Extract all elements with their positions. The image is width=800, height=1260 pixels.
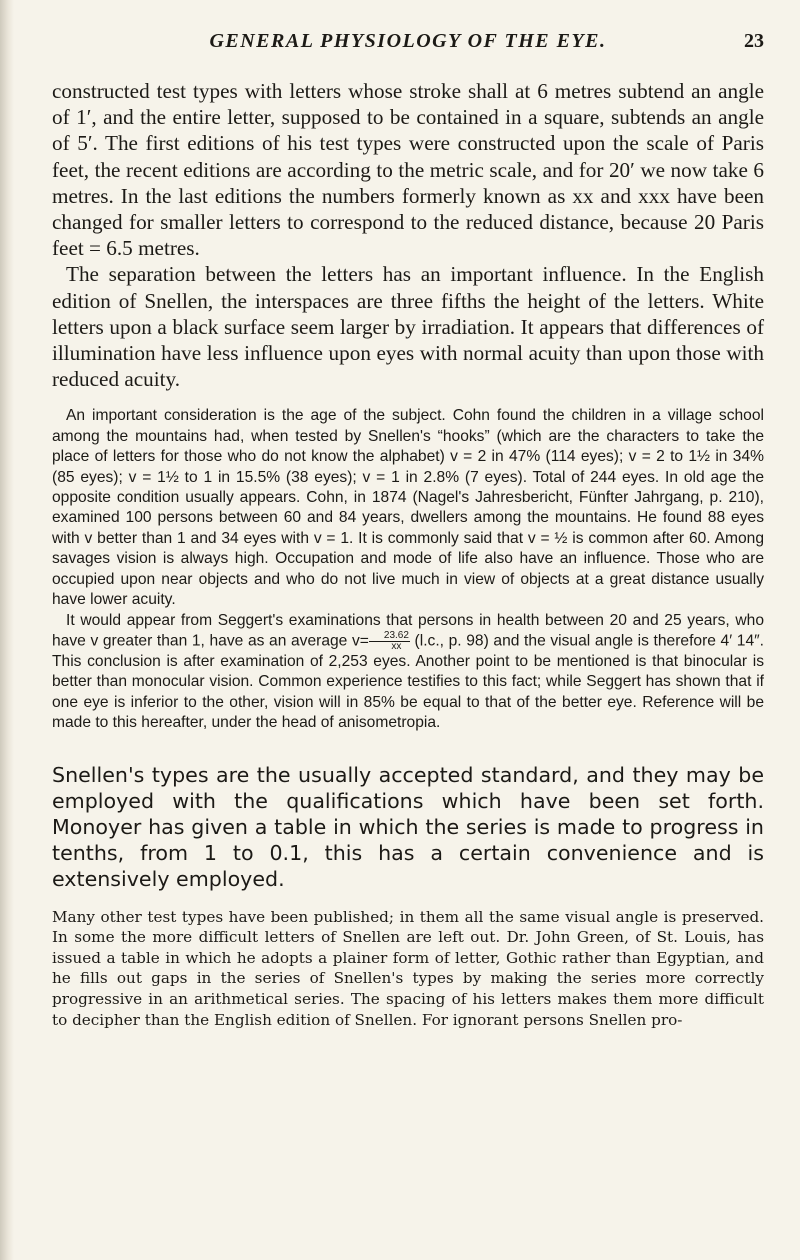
page-spine-shadow	[0, 0, 14, 1260]
fraction-numerator: 23.62	[369, 631, 410, 642]
fraction-denominator: xx	[391, 640, 402, 652]
book-page	[52, 30, 764, 1030]
acuity-fraction	[369, 631, 410, 652]
paragraph-other-test-types: Many other test types have been published; in them all the same visual angle is preserved. In some the more difficult letters of Snellen are left out. Dr. John Green, of St. Louis, has issued a table in which he adopts a plainer form of letter, Gothic rather than Egyptian, and he fills out gaps in the series of Snellen's types by making the series more correctly progressive in an arithmetical series. The spacing of his letters makes them more difficult to decipher than the English edition of Snellen. For ignorant persons Snellen pro-	[52, 907, 764, 1029]
running-header	[52, 30, 764, 60]
seggert-text-end: (l.c., p. 98) and the visual angle is therefore 4′ 14″. This conclusion is after examination of 2,253 eyes. Another point to be mentioned is that binocular is better than monocular vision. Common experience testifies to this fact; while Seggert has shown that if one eye is inferior to the other, vision will in 85% be equal to that of the better eye. Reference will be made to this hereafter, under the head of anisometropia.	[52, 632, 764, 732]
paragraph-test-types: constructed test types with letters whose stroke shall at 6 metres subtend an angle of 1′, and the entire letter, supposed to be contained in a square, subtends an angle of 5′. The first editions of his test types were constructed upon the scale of Paris feet, the recent editions are according to the metric scale, and for 20′ we now take 6 metres. In the last editions the numbers formerly known as xx and xxx have been changed for smaller letters to correspond to the reduced distance, because 20 Paris feet = 6.5 metres.	[52, 79, 764, 261]
paragraph-age-of-subject: An important consideration is the age of the subject. Cohn found the children in a village school among the mountains had, when tested by Snellen's “hooks” (which are the characters to take the place of letters for those who do not know the alphabet) v = 2 in 47% (114 eyes); v = 2 to 1½ in 34% (85 eyes); v = 1½ to 1 in 15.5% (38 eyes); v = 1 in 2.8% (7 eyes). Total of 244 eyes. In old age the opposite condition usually appears. Cohn, in 1874 (Nagel's Jahresbericht, Fünfter Jahrgang, p. 210), examined 100 persons between 60 and 84 years, dwellers among the mountains. He found 88 eyes with v better than 1 and 34 eyes with v = 1. It is commonly said that v = ½ is common after 60. Among savages vision is always high. Occupation and mode of life also have an influence. Those who are occupied upon near objects and who do not live much in view of objects at a great distance usually have lower acuity.	[52, 407, 764, 609]
running-title: GENERAL PHYSIOLOGY OF THE EYE.	[209, 30, 607, 52]
paragraph-snellen-standard: Snellen's types are the usually accepted standard, and they may be employed with the qualifications which have been set forth. Monoyer has given a table in which the series is made to progress in tenths, from 1 to 0.1, this has a certain convenience and is extensively employed.	[52, 762, 764, 892]
paragraph-letter-separation: The separation between the letters has an important influence. In the English edition of Snellen, the interspaces are three fifths the height of the letters. White letters upon a black surface seem larger by irradiation. It appears that differences of illumination have less influence upon eyes with normal acuity than upon those with reduced acuity.	[52, 262, 764, 392]
page-number: 23	[744, 30, 764, 52]
paragraph-seggert-examinations	[52, 611, 764, 734]
seggert-text-start: It would appear from Seggert's examinations that persons in health between 20 and 25 years, who have v greater than 1, have as an average v=	[52, 611, 764, 650]
